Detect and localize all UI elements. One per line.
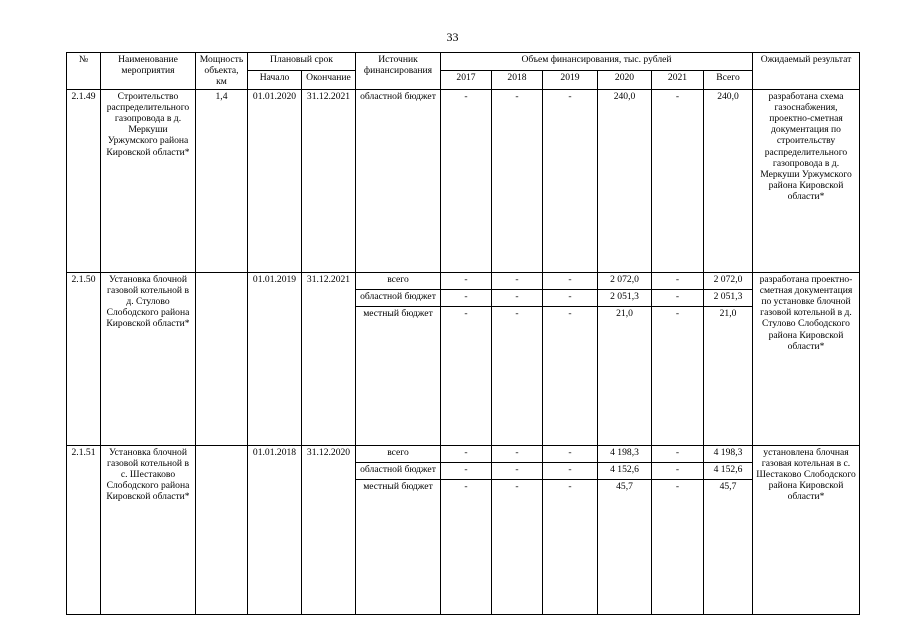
table-row	[67, 445, 860, 462]
row-value-2019: -	[543, 306, 598, 445]
row-value-2021: -	[652, 306, 704, 445]
header-source: Источник финансирования	[356, 53, 441, 90]
row-source: областной бюджет	[356, 462, 441, 479]
header-year-2019: 2019	[543, 71, 598, 89]
row-source: всего	[356, 445, 441, 462]
row-result: разработана проектно-сметная документация по установке блочной газовой котельной в д. Стулово Слободского района Кировской области*	[753, 272, 860, 445]
row-value-2021: -	[652, 479, 704, 614]
header-row-1	[67, 53, 860, 71]
row-value-total: 21,0	[704, 306, 753, 445]
row-value-2021: -	[652, 462, 704, 479]
row-capacity	[196, 272, 248, 445]
row-value-2021: -	[652, 272, 704, 289]
header-year-2021: 2021	[652, 71, 704, 89]
row-value-2017: -	[441, 306, 492, 445]
row-value-2021: -	[652, 289, 704, 306]
row-value-2018: -	[492, 445, 543, 462]
row-source: областной бюджет	[356, 89, 441, 272]
row-value-2020: 4 198,3	[598, 445, 652, 462]
table-row	[67, 272, 860, 289]
row-value-2018: -	[492, 306, 543, 445]
row-value-2019: -	[543, 89, 598, 272]
header-funding: Объем финансирования, тыс. рублей	[441, 53, 753, 71]
row-start: 01.01.2020	[248, 89, 302, 272]
header-year-2018: 2018	[492, 71, 543, 89]
table-row	[67, 89, 860, 272]
row-capacity: 1,4	[196, 89, 248, 272]
row-value-2017: -	[441, 89, 492, 272]
row-source: местный бюджет	[356, 306, 441, 445]
row-value-2018: -	[492, 289, 543, 306]
row-end: 31.12.2020	[302, 445, 356, 614]
row-value-total: 2 051,3	[704, 289, 753, 306]
row-num: 2.1.51	[67, 445, 101, 614]
row-name: Установка блочной газовой котельной в д. Стулово Слободского района Кировской области*	[101, 272, 196, 445]
row-value-2019: -	[543, 462, 598, 479]
row-value-2017: -	[441, 289, 492, 306]
header-year-2020: 2020	[598, 71, 652, 89]
row-value-2019: -	[543, 479, 598, 614]
row-value-2017: -	[441, 445, 492, 462]
row-capacity	[196, 445, 248, 614]
row-num: 2.1.50	[67, 272, 101, 445]
row-source: областной бюджет	[356, 289, 441, 306]
header-result: Ожидаемый результат	[753, 53, 860, 90]
row-value-2018: -	[492, 462, 543, 479]
row-start: 01.01.2018	[248, 445, 302, 614]
row-start: 01.01.2019	[248, 272, 302, 445]
row-value-2020: 2 051,3	[598, 289, 652, 306]
row-value-2017: -	[441, 479, 492, 614]
row-value-2019: -	[543, 272, 598, 289]
row-value-total: 4 198,3	[704, 445, 753, 462]
row-value-total: 4 152,6	[704, 462, 753, 479]
header-start: Начало	[248, 71, 302, 89]
row-value-2018: -	[492, 272, 543, 289]
row-end: 31.12.2021	[302, 89, 356, 272]
row-result: установлена блочная газовая котельная в с. Шестаково Слободского района Кировской области*	[753, 445, 860, 614]
row-num: 2.1.49	[67, 89, 101, 272]
row-name: Установка блочной газовой котельной в с. Шестаково Слободского района Кировской области*	[101, 445, 196, 614]
row-value-total: 2 072,0	[704, 272, 753, 289]
page-number: 33	[446, 30, 459, 44]
row-end: 31.12.2021	[302, 272, 356, 445]
header-name: Наименование мероприятия	[101, 53, 196, 90]
row-value-2020: 45,7	[598, 479, 652, 614]
row-value-2019: -	[543, 445, 598, 462]
row-value-2018: -	[492, 89, 543, 272]
row-value-2017: -	[441, 462, 492, 479]
header-num: №	[67, 53, 101, 90]
row-value-total: 45,7	[704, 479, 753, 614]
row-value-total: 240,0	[704, 89, 753, 272]
row-value-2020: 240,0	[598, 89, 652, 272]
row-result: разработана схема газоснабжения, проектно-сметная документация по строительству распределительного газопровода в д. Меркуши Уржумского района Кировской области*	[753, 89, 860, 272]
row-value-2020: 21,0	[598, 306, 652, 445]
row-source: всего	[356, 272, 441, 289]
header-total: Всего	[704, 71, 753, 89]
header-capacity: Мощность объекта, км	[196, 53, 248, 90]
row-source: местный бюджет	[356, 479, 441, 614]
row-value-2021: -	[652, 89, 704, 272]
funding-table	[66, 52, 860, 615]
header-year-2017: 2017	[441, 71, 492, 89]
header-planned-term: Плановый срок	[248, 53, 356, 71]
row-value-2020: 2 072,0	[598, 272, 652, 289]
row-value-2021: -	[652, 445, 704, 462]
row-value-2017: -	[441, 272, 492, 289]
row-value-2018: -	[492, 479, 543, 614]
header-end: Окончание	[302, 71, 356, 89]
row-name: Строительство распределительного газопровода в д. Меркуши Уржумского района Кировской области*	[101, 89, 196, 272]
row-value-2020: 4 152,6	[598, 462, 652, 479]
row-value-2019: -	[543, 289, 598, 306]
